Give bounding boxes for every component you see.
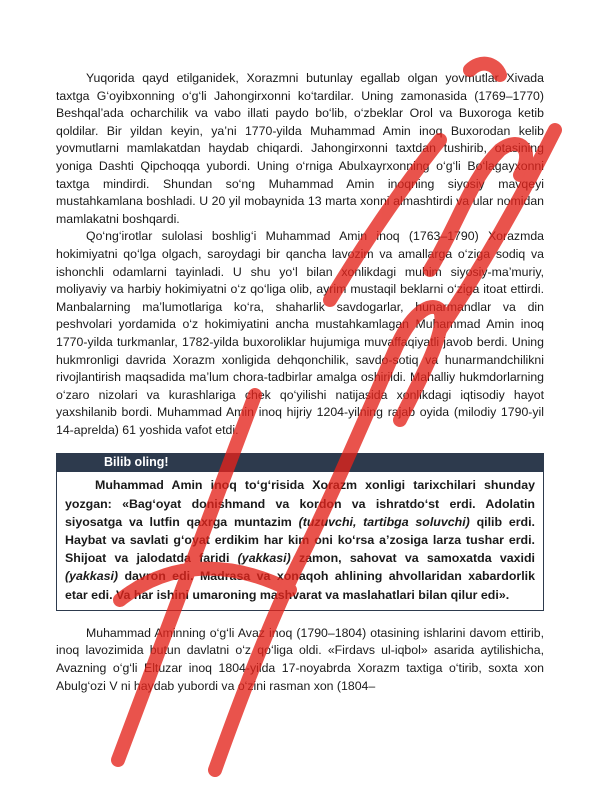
info-box-text (56, 472, 544, 610)
paragraph: Yuqorida qayd etilganidek, Xorazmni butunlay egallab olgan yovmutlar Xivada taxtga G‘oyibxonning o‘g‘li Jahongirxonni ko‘tardilar. Uning zamonasida (1769–1770) Beshqal’ada ocharchilik va vabo illati paydo bo‘lib, o‘zbeklar Orol va Buxoroga ketib qoldilar. Bir yildan keyin, ya’ni 1770-yilda Muhammad Amin inoq Buxorodan kelib yovmutlarni mamlakatdan haydab chiqardi. Jahongirxonni taxtdan tushirib, otasining yoniga Dashti Qipchoqqa yubordi. Uning o‘rniga Abulxayrxonning o‘g‘li Bo‘lagayxonni taxtga mindirdi. Shundan so‘ng Muhammad Amin inoqning siyosiy mavqeyi mustahkamlana boshladi. U 20 yil mobaynida 13 marta xonni almashtirdi va ular nomidan mamlakatni boshqardi. (56, 71, 544, 226)
info-box-text-part: davron edi. Madrasa va xonaqoh ahlining ahvollaridan xabardorlik etar edi. Va har ishini umaroning mashvarat va maslahatlari bilan qilur edi». (65, 569, 535, 602)
paragraph: Qo‘ng‘irotlar sulolasi boshlig‘i Muhammad Amin inoq (1763–1790) Xorazmda hokimiyatni qo‘lga olgach, saroydagi bir qancha lavozim va amallarga o‘ziga sodiq va ishonchli odamlarni tayinladi. U shu yo‘l bilan xonlikdagi muhim siyosiy-ma’muriy, moliyaviy va harbiy hokimiyatni o‘z qo‘liga olib, ayrim mustaqil beklarni o‘ziga itoat ettirdi. Manbalarning ma’lumotlariga ko‘ra, shaharlik savdogarlar, hunarmandlar va din peshvolari yordamida o‘z hokimiyatini ancha mustahkamlagan Muhammad Amin inoq 1770-yilda turkmanlar, 1782-yilda buxoroliklar hujumiga muvaffaqiyatli javob berdi. Uning hukmronligi davrida Xorazm xonligida dehqonchilik, savdo-sotiq va hunarmandchilikni rivojlantirish maqsadida ma’lum chora-tadbirlar amalga oshirildi. Mahalliy hukmdorlarning o‘zaro nizolari va kurashlariga chek qo‘yilishi natijasida xonlikdagi iqtisodiy hayot yaxshilanib bordi. Muhammad Amin inoq hijriy 1204-yilning rajab oyida (milodiy 1790-yil 14-aprelda) 61 yoshida vafot etdi. (56, 229, 544, 437)
info-box-italic: (tuzuvchi, tartibga soluvchi) (298, 514, 470, 529)
paragraph: Muhammad Aminning o‘g‘li Avaz inoq (1790–1804) otasining ishlarini davom ettirib, inoq lavozimida butun davlatni o‘z qo‘liga oldi. «Firdavs ul-iqbol» asarida aytilishicha, Avazning o‘g‘li Eltuzar inoq 1804-yilda 17-noyabrda Xorazm taxtiga o‘tirib, soxta xon Abulg‘ozi V ni haydab yubordi va o‘zini rasman xon (1804– (56, 625, 544, 693)
info-box-text-part: qilib erdi. Haybat va savlati g‘oyat erdikim har kim oni ko‘rsa a’zosiga larza tushar erdi. Shijoat va jalodatda faridi (65, 514, 535, 566)
info-box-italic: (yakkasi) (237, 551, 291, 566)
info-box (56, 453, 544, 610)
info-box-text-part: Muhammad Amin inoq to‘g‘risida Xorazm xonligi tarixchilari shunday yozgan: «Bag‘oyat donishmand va kordon va ishratdo‘st erdi. Adolatin siyosatga va lutfin qaxrga muntazim (65, 478, 535, 529)
info-box-text-part: zamon, sahovat va samoxatda vaxidi (290, 551, 535, 566)
page-content (56, 70, 544, 695)
info-box-title: Bilib oling! (56, 453, 544, 472)
info-box-italic: (yakkasi) (65, 569, 119, 584)
